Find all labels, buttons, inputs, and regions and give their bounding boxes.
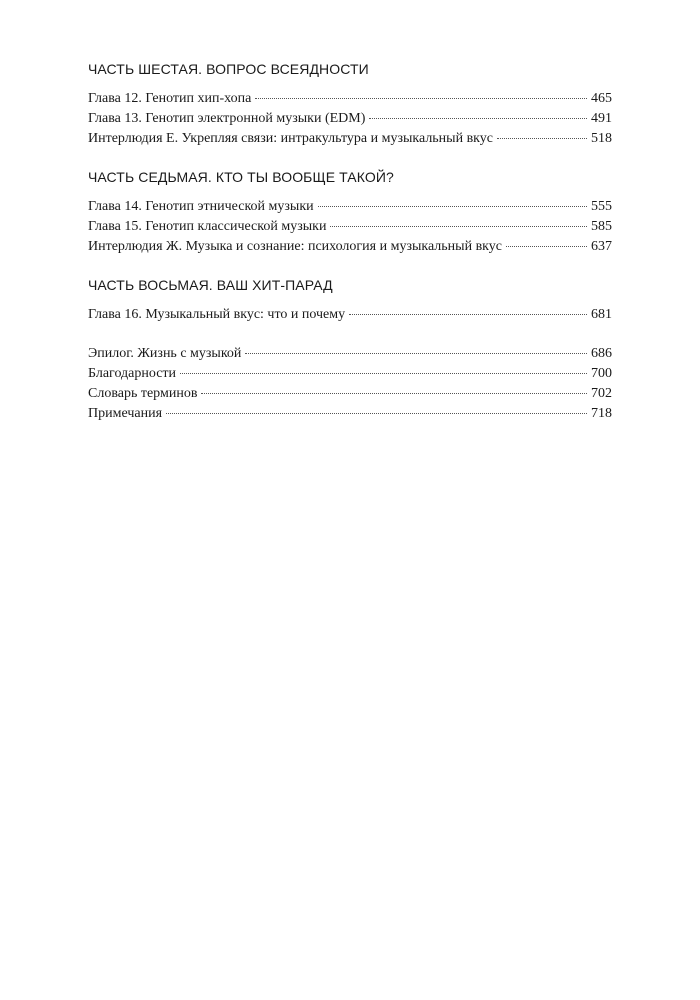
entry-page-number: 518 <box>591 131 612 146</box>
entry-page-number: 681 <box>591 307 612 322</box>
back-matter <box>88 344 612 424</box>
part-6 <box>88 60 612 149</box>
dot-leader <box>318 206 587 207</box>
entry-page-number: 702 <box>591 386 612 401</box>
toc-entry <box>88 344 612 364</box>
entry-page-number: 555 <box>591 199 612 214</box>
part-title: ЧАСТЬ ВОСЬМАЯ. ВАШ ХИТ-ПАРАД <box>88 277 333 293</box>
entry-page-number: 686 <box>591 346 612 361</box>
part-title: ЧАСТЬ СЕДЬМАЯ. КТО ТЫ ВООБЩЕ ТАКОЙ? <box>88 169 394 185</box>
dot-leader <box>369 118 587 119</box>
toc-entry <box>88 305 612 325</box>
entry-title: Глава 15. Генотип классической музыки <box>88 219 327 234</box>
dot-leader <box>330 226 587 227</box>
entry-title: Глава 14. Генотип этнической музыки <box>88 199 314 214</box>
entry-title: Благодарности <box>88 366 177 381</box>
entry-page-number: 718 <box>591 406 612 421</box>
entry-page-number: 585 <box>591 219 612 234</box>
entry-page-number: 491 <box>591 111 612 126</box>
toc-entry <box>88 384 612 404</box>
entry-page-number: 465 <box>591 91 612 106</box>
toc-entry <box>88 217 612 237</box>
part-8 <box>88 276 612 325</box>
entry-title: Эпилог. Жизнь с музыкой <box>88 346 242 361</box>
dot-leader <box>201 393 587 394</box>
entry-title: Интерлюдия Ж. Музыка и сознание: психология и музыкальный вкус <box>88 239 502 254</box>
dot-leader <box>506 246 587 247</box>
entry-title: Глава 12. Генотип хип-хопа <box>88 91 252 106</box>
toc-entry <box>88 404 612 424</box>
dot-leader <box>180 373 587 374</box>
dot-leader <box>245 353 587 354</box>
dot-leader <box>497 138 587 139</box>
table-of-contents <box>88 60 612 424</box>
entry-title: Глава 16. Музыкальный вкус: что и почему <box>88 307 346 322</box>
toc-entry <box>88 129 612 149</box>
part-7 <box>88 168 612 257</box>
part-title: ЧАСТЬ ШЕСТАЯ. ВОПРОС ВСЕЯДНОСТИ <box>88 61 369 77</box>
toc-entry <box>88 237 612 257</box>
entry-title: Примечания <box>88 406 163 421</box>
entry-page-number: 637 <box>591 239 612 254</box>
toc-entry <box>88 89 612 109</box>
entry-title: Словарь терминов <box>88 386 198 401</box>
dot-leader <box>166 413 587 414</box>
toc-entry <box>88 109 612 129</box>
dot-leader <box>255 98 587 99</box>
entry-title: Интерлюдия Е. Укрепляя связи: интракультура и музыкальный вкус <box>88 131 494 146</box>
entry-page-number: 700 <box>591 366 612 381</box>
dot-leader <box>349 314 587 315</box>
entry-title: Глава 13. Генотип электронной музыки (EDM) <box>88 111 366 126</box>
toc-entry <box>88 364 612 384</box>
toc-entry <box>88 197 612 217</box>
